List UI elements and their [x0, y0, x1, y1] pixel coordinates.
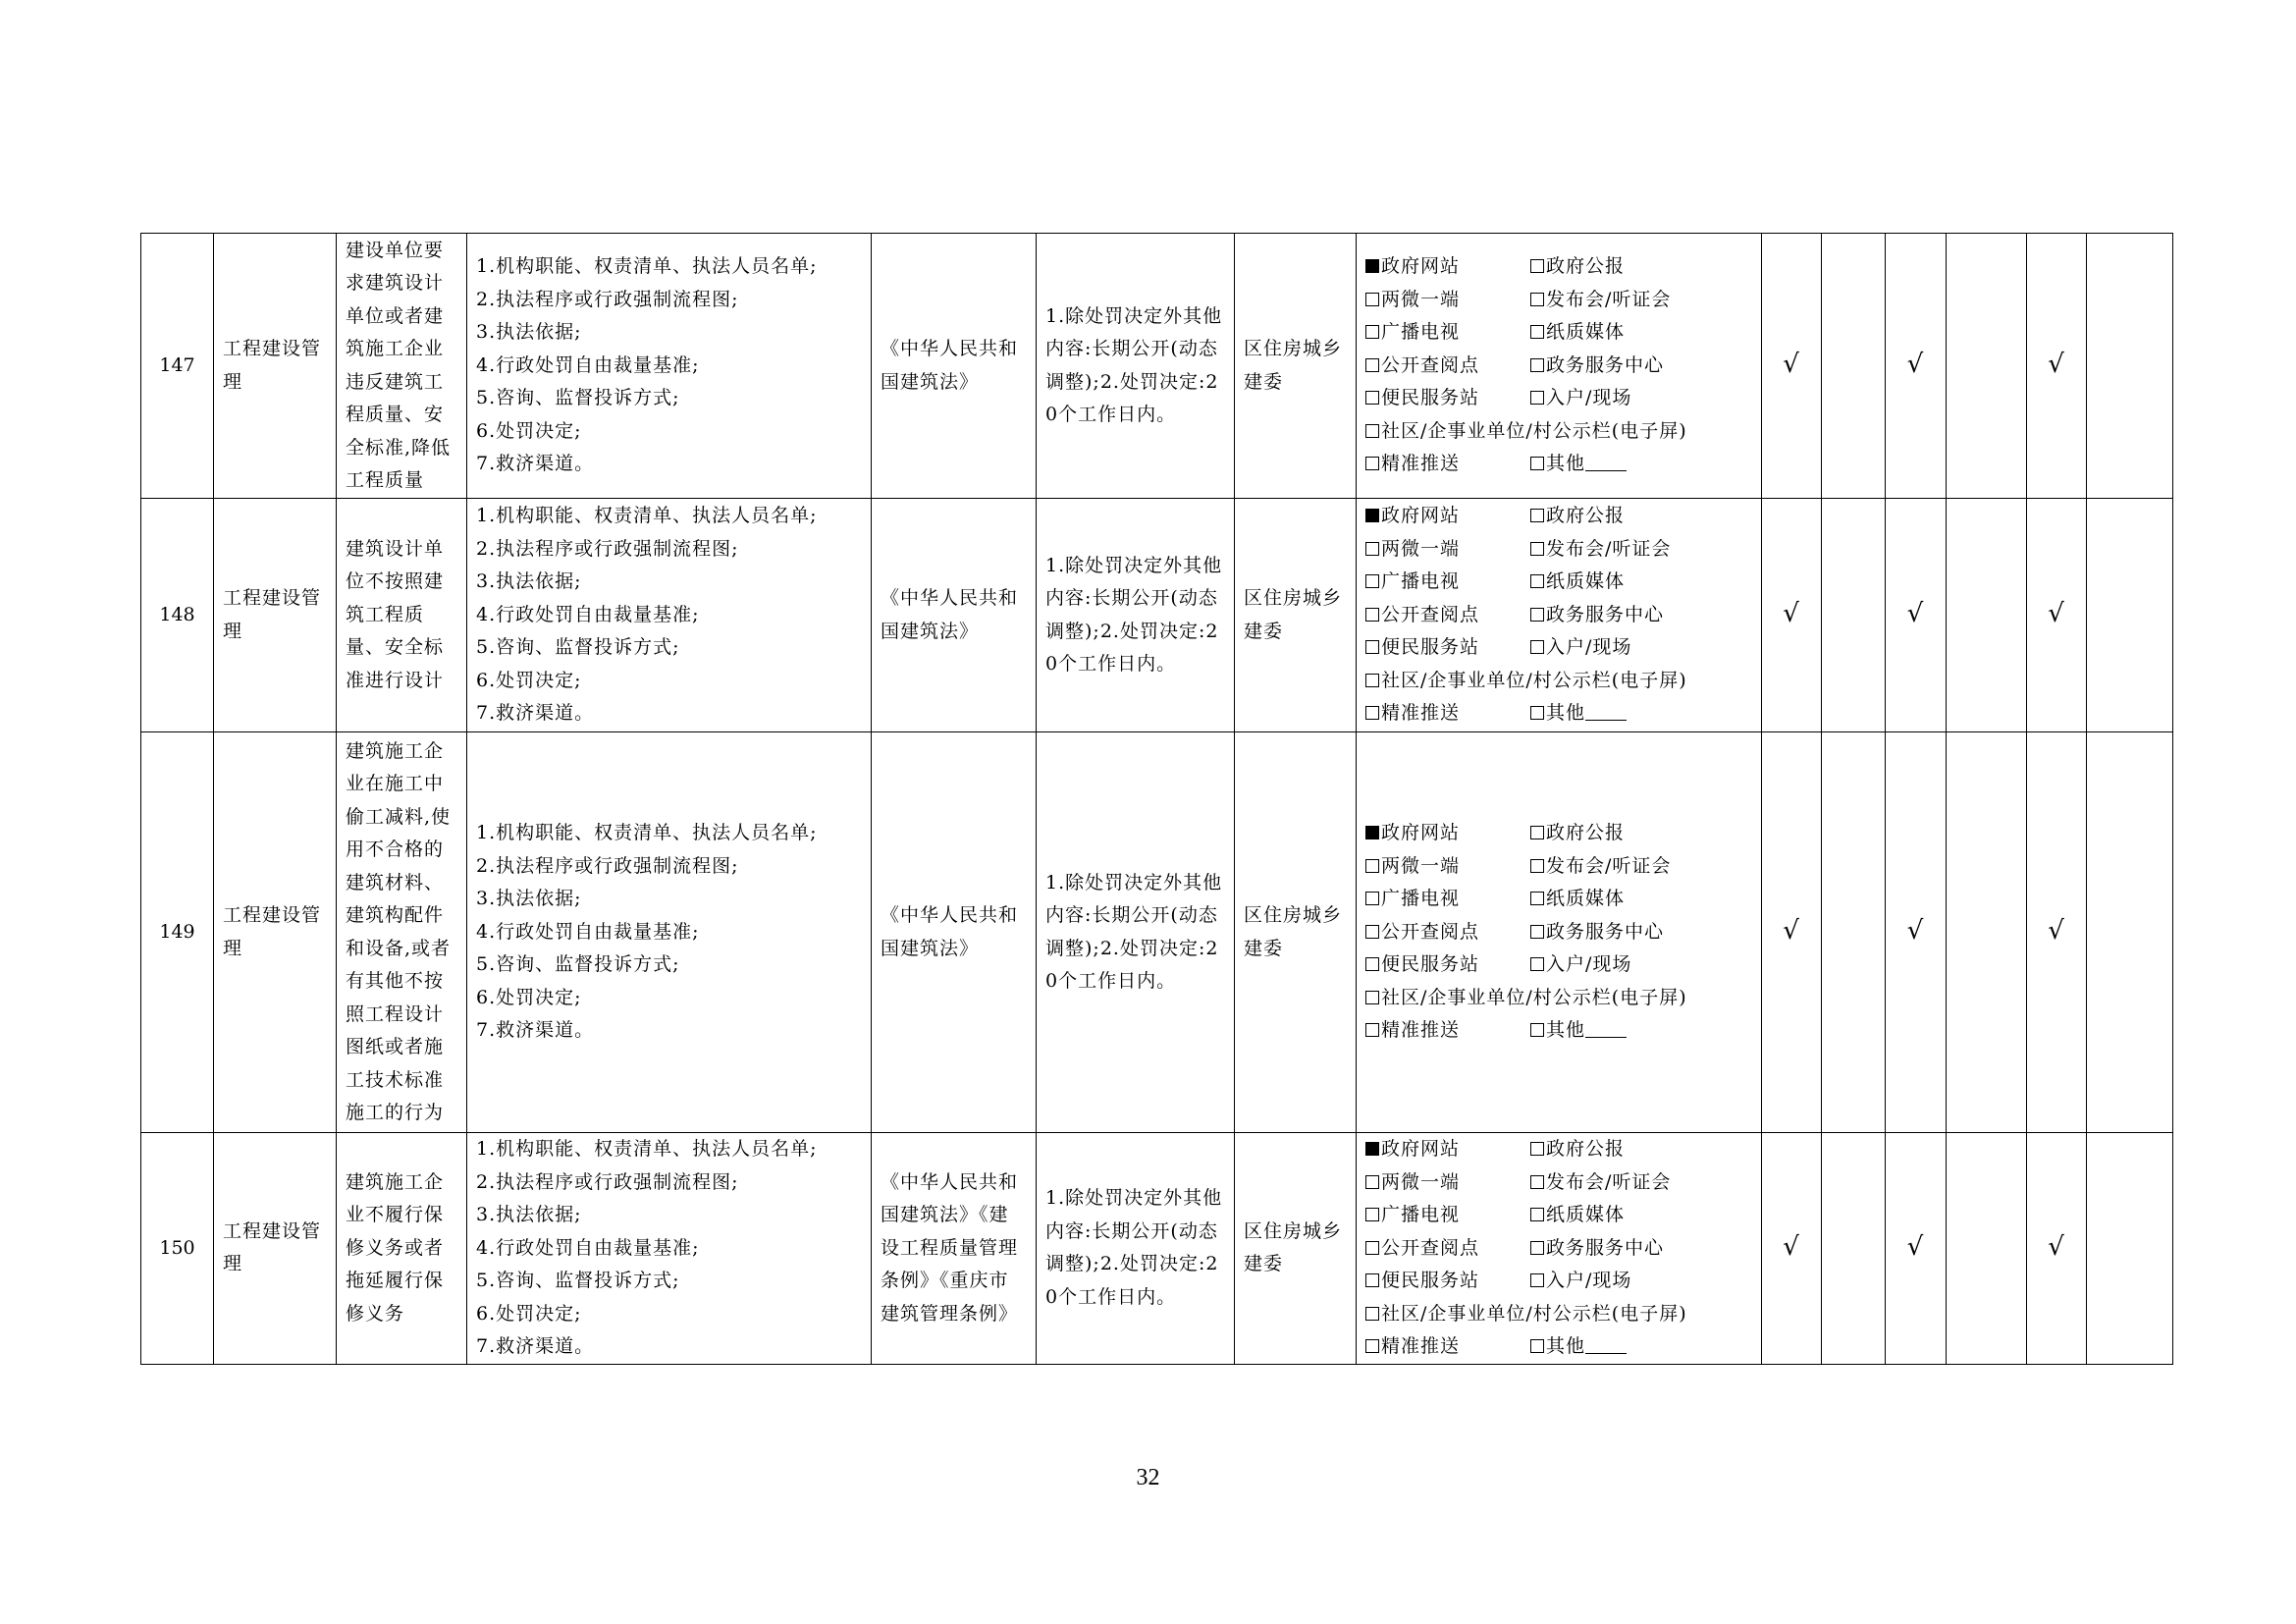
- channel-option: [1365, 250, 1530, 284]
- channel-label: 入户/现场: [1546, 1270, 1632, 1291]
- channel-label: 便民服务站: [1381, 636, 1480, 659]
- checkbox-icon: [1530, 957, 1544, 971]
- checkbox-icon: [1365, 391, 1379, 405]
- channel-grid: [1365, 817, 1752, 1048]
- checkbox-icon: [1530, 293, 1544, 306]
- channels-cell: [1357, 499, 1762, 732]
- channel-option: [1365, 1199, 1530, 1232]
- channel-label: 发布会/听证会: [1546, 1170, 1672, 1193]
- contents-cell: [467, 732, 872, 1133]
- channel-label: 入户/现场: [1546, 387, 1632, 409]
- channel-label: 便民服务站: [1381, 1270, 1480, 1291]
- blank-underline: [1585, 702, 1627, 721]
- channel-label: 社区/企事业单位/村公示栏(电子屏): [1381, 419, 1687, 442]
- content-line: 1.机构职能、权责清单、执法人员名单;: [476, 255, 818, 278]
- empty-cell: [2087, 499, 2173, 732]
- basis-cell: 《中华人民共和国建筑法》: [872, 732, 1037, 1133]
- checkbox-icon: [1365, 674, 1379, 687]
- checkbox-icon: [1530, 1208, 1544, 1221]
- channel-label: 发布会/听证会: [1546, 537, 1672, 560]
- checkmark-cell: [1886, 1133, 1947, 1365]
- checkbox-icon: [1530, 1142, 1544, 1156]
- checkmark-icon: √: [1783, 915, 1800, 946]
- content-line: 6.处罚决定;: [476, 419, 582, 442]
- channel-label: 便民服务站: [1381, 387, 1480, 409]
- channel-option: [1530, 1166, 1707, 1200]
- channel-option: [1365, 448, 1530, 481]
- empty-cell: [1947, 499, 2027, 732]
- checkmark-icon: √: [1906, 915, 1925, 946]
- sequence-cell: 150: [141, 1133, 214, 1365]
- checkbox-icon: [1530, 859, 1544, 873]
- checkbox-icon: [1530, 259, 1544, 273]
- checkbox-icon: [1530, 706, 1544, 720]
- checkbox-icon: [1530, 509, 1544, 522]
- checkbox-icon: [1365, 542, 1379, 556]
- sequence-cell: 147: [141, 234, 214, 499]
- empty-cell: [1947, 234, 2027, 499]
- channel-label: 其他: [1546, 1019, 1586, 1042]
- category-cell: 工程建设管理: [214, 1133, 337, 1365]
- blank-underline: [1585, 1335, 1627, 1354]
- category-cell: 工程建设管理: [214, 732, 337, 1133]
- channel-label: 两微一端: [1381, 288, 1461, 310]
- content-line: 3.执法依据;: [476, 570, 582, 593]
- contents-cell: [467, 1133, 872, 1365]
- channel-label: 政府公报: [1546, 822, 1626, 844]
- page-number: 32: [1136, 1465, 1160, 1490]
- channel-option: [1530, 850, 1707, 884]
- checkmark-icon: √: [2048, 1231, 2065, 1262]
- checkbox-icon: [1365, 574, 1379, 588]
- channel-option: [1530, 1330, 1707, 1364]
- checkmark-icon: √: [1906, 1231, 1925, 1262]
- content-line: 7.救济渠道。: [476, 702, 595, 725]
- content-line: 4.行政处罚自由裁量基准;: [476, 920, 700, 943]
- channel-option: [1365, 316, 1530, 350]
- content-line: 6.处罚决定;: [476, 986, 582, 1008]
- checkmark-cell: [1886, 234, 1947, 499]
- checkmark-cell: [1886, 499, 1947, 732]
- empty-cell: [1822, 732, 1886, 1133]
- channel-label: 政府公报: [1546, 505, 1626, 527]
- checkmark-cell: [2027, 499, 2087, 732]
- channel-label: 政府网站: [1381, 1138, 1461, 1160]
- content-line: 7.救济渠道。: [476, 1335, 595, 1357]
- channel-label: 政务服务中心: [1546, 920, 1665, 943]
- content-line: 3.执法依据;: [476, 888, 582, 910]
- channel-option: [1530, 599, 1707, 632]
- checkbox-icon: [1530, 457, 1544, 470]
- channel-label: 精准推送: [1381, 1019, 1461, 1042]
- channel-label: 入户/现场: [1546, 953, 1632, 976]
- empty-cell: [2087, 732, 2173, 1133]
- channel-option: [1365, 1265, 1530, 1298]
- basis-cell: 《中华人民共和国建筑法》: [872, 499, 1037, 732]
- channel-label: 其他: [1546, 1335, 1586, 1357]
- channel-option: [1365, 883, 1530, 916]
- checkmark-icon: √: [2048, 349, 2065, 379]
- checkbox-icon: [1530, 892, 1544, 905]
- checkbox-icon: [1530, 1339, 1544, 1353]
- checked-box-icon: [1365, 1142, 1379, 1156]
- checkbox-icon: [1365, 640, 1379, 654]
- checkbox-icon: [1365, 925, 1379, 939]
- channel-option: [1365, 948, 1530, 982]
- channel-label: 纸质媒体: [1546, 570, 1626, 593]
- subject-cell: 区住房城乡建委: [1235, 499, 1357, 732]
- checkbox-icon: [1365, 1339, 1379, 1353]
- content-line: 1.机构职能、权责清单、执法人员名单;: [476, 505, 818, 527]
- checkbox-icon: [1365, 1023, 1379, 1037]
- checkbox-icon: [1365, 1307, 1379, 1321]
- checkbox-icon: [1365, 608, 1379, 622]
- checkmark-icon: √: [1783, 1231, 1800, 1262]
- checkbox-icon: [1530, 391, 1544, 405]
- channel-label: 社区/企事业单位/村公示栏(电子屏): [1381, 1302, 1687, 1325]
- channel-option: [1530, 566, 1707, 599]
- channel-option: [1365, 1232, 1530, 1266]
- checkmark-cell: [2027, 732, 2087, 1133]
- channel-label: 发布会/听证会: [1546, 854, 1672, 877]
- channel-option: [1365, 665, 1707, 698]
- channel-option: [1530, 350, 1707, 383]
- channel-option: [1530, 250, 1707, 284]
- channels-cell: [1357, 732, 1762, 1133]
- channel-label: 公开查阅点: [1381, 603, 1480, 625]
- channel-option: [1530, 916, 1707, 949]
- channel-label: 公开查阅点: [1381, 1236, 1480, 1259]
- checkmark-cell: [1886, 732, 1947, 1133]
- empty-cell: [2087, 1133, 2173, 1365]
- channel-option: [1530, 1014, 1707, 1048]
- channel-option: [1530, 1133, 1707, 1166]
- channels-cell: [1357, 1133, 1762, 1365]
- checkbox-icon: [1365, 706, 1379, 720]
- channel-label: 政务服务中心: [1546, 603, 1665, 625]
- channel-option: [1365, 1330, 1530, 1364]
- channel-option: [1530, 382, 1707, 415]
- checkbox-icon: [1365, 859, 1379, 873]
- channel-label: 广播电视: [1381, 570, 1461, 593]
- contents-cell: [467, 499, 872, 732]
- channel-label: 其他: [1546, 702, 1586, 725]
- channel-option: [1365, 284, 1530, 317]
- channel-option: [1365, 982, 1707, 1015]
- checkbox-icon: [1365, 293, 1379, 306]
- channel-label: 便民服务站: [1381, 953, 1480, 976]
- table-row: [141, 1133, 2173, 1365]
- checkbox-icon: [1365, 457, 1379, 470]
- channel-label: 两微一端: [1381, 1170, 1461, 1193]
- channel-option: [1530, 500, 1707, 533]
- channel-label: 广播电视: [1381, 321, 1461, 344]
- channel-option: [1530, 1232, 1707, 1266]
- subject-cell: 区住房城乡建委: [1235, 1133, 1357, 1365]
- channel-label: 精准推送: [1381, 453, 1461, 475]
- empty-cell: [1947, 1133, 2027, 1365]
- channel-label: 纸质媒体: [1546, 321, 1626, 344]
- period-cell: 1.除处罚决定外其他内容:长期公开(动态调整);2.处罚决定:20个工作日内。: [1037, 1133, 1235, 1365]
- content-line: 3.执法依据;: [476, 321, 582, 344]
- channel-label: 广播电视: [1381, 1204, 1461, 1225]
- content-line: 5.咨询、监督投诉方式;: [476, 953, 680, 976]
- blank-underline: [1585, 453, 1627, 471]
- empty-cell: [1822, 234, 1886, 499]
- disclosure-table: [140, 233, 2173, 1365]
- basis-cell: 《中华人民共和国建筑法》: [872, 234, 1037, 499]
- checkbox-icon: [1530, 1023, 1544, 1037]
- channel-option: [1365, 1014, 1530, 1048]
- content-line: 4.行政处罚自由裁量基准;: [476, 353, 700, 376]
- content-line: 4.行政处罚自由裁量基准;: [476, 1236, 700, 1259]
- channel-option: [1365, 350, 1530, 383]
- sequence-cell: 149: [141, 732, 214, 1133]
- channel-label: 政务服务中心: [1546, 1236, 1665, 1259]
- channel-option: [1530, 948, 1707, 982]
- channel-option: [1530, 631, 1707, 665]
- channel-label: 社区/企事业单位/村公示栏(电子屏): [1381, 669, 1687, 691]
- checkbox-icon: [1365, 1175, 1379, 1189]
- channel-grid: [1365, 500, 1752, 731]
- checkbox-icon: [1530, 358, 1544, 372]
- checkmark-icon: √: [1783, 598, 1800, 628]
- checkmark-cell: [1762, 1133, 1822, 1365]
- checkbox-icon: [1530, 574, 1544, 588]
- channel-grid: [1365, 1133, 1752, 1364]
- checkmark-cell: [1762, 732, 1822, 1133]
- content-line: 5.咨询、监督投诉方式;: [476, 1270, 680, 1291]
- content-line: 4.行政处罚自由裁量基准;: [476, 603, 700, 625]
- channel-option: [1365, 500, 1530, 533]
- channel-option: [1365, 850, 1530, 884]
- content-line: 6.处罚决定;: [476, 669, 582, 691]
- checkmark-cell: [1762, 499, 1822, 732]
- checkbox-icon: [1530, 325, 1544, 339]
- channel-option: [1530, 284, 1707, 317]
- basis-cell: 《中华人民共和国建筑法》《建设工程质量管理条例》《重庆市建筑管理条例》: [872, 1133, 1037, 1365]
- category-cell: 工程建设管理: [214, 234, 337, 499]
- channel-label: 纸质媒体: [1546, 888, 1626, 910]
- checkbox-icon: [1530, 640, 1544, 654]
- checkmark-icon: √: [2048, 598, 2065, 628]
- channel-label: 其他: [1546, 453, 1586, 475]
- checkmark-cell: [1762, 234, 1822, 499]
- empty-cell: [1822, 1133, 1886, 1365]
- channel-label: 社区/企事业单位/村公示栏(电子屏): [1381, 986, 1687, 1008]
- checkmark-cell: [2027, 234, 2087, 499]
- checkmark-icon: √: [1906, 349, 1925, 379]
- content-line: 3.执法依据;: [476, 1204, 582, 1225]
- checkbox-icon: [1530, 1273, 1544, 1287]
- checkbox-icon: [1365, 358, 1379, 372]
- channel-label: 广播电视: [1381, 888, 1461, 910]
- checkbox-icon: [1365, 424, 1379, 438]
- channel-label: 精准推送: [1381, 1335, 1461, 1357]
- content-line: 5.咨询、监督投诉方式;: [476, 387, 680, 409]
- channel-option: [1365, 415, 1707, 449]
- channel-option: [1365, 697, 1530, 731]
- channel-option: [1365, 382, 1530, 415]
- channel-option: [1365, 1166, 1530, 1200]
- channel-grid: [1365, 250, 1752, 481]
- channel-label: 政府网站: [1381, 822, 1461, 844]
- checked-box-icon: [1365, 826, 1379, 839]
- channel-label: 政府公报: [1546, 255, 1626, 278]
- channels-cell: [1357, 234, 1762, 499]
- content-line: 6.处罚决定;: [476, 1302, 582, 1325]
- sequence-cell: 148: [141, 499, 214, 732]
- channel-option: [1365, 1298, 1707, 1331]
- content-line: 2.执法程序或行政强制流程图;: [476, 854, 739, 877]
- channel-label: 精准推送: [1381, 702, 1461, 725]
- checkmark-icon: √: [1783, 349, 1800, 379]
- channel-label: 政务服务中心: [1546, 353, 1665, 376]
- content-line: 1.机构职能、权责清单、执法人员名单;: [476, 1138, 818, 1160]
- channel-option: [1530, 883, 1707, 916]
- subject-cell: 区住房城乡建委: [1235, 732, 1357, 1133]
- item-cell: 建筑施工企业不履行保修义务或者拖延履行保修义务: [337, 1133, 467, 1365]
- table-row: [141, 732, 2173, 1133]
- checkbox-icon: [1365, 991, 1379, 1004]
- period-cell: 1.除处罚决定外其他内容:长期公开(动态调整);2.处罚决定:20个工作日内。: [1037, 234, 1235, 499]
- channel-label: 发布会/听证会: [1546, 288, 1672, 310]
- channel-option: [1365, 631, 1530, 665]
- checkbox-icon: [1530, 608, 1544, 622]
- checkbox-icon: [1365, 892, 1379, 905]
- channel-option: [1530, 448, 1707, 481]
- subject-cell: 区住房城乡建委: [1235, 234, 1357, 499]
- checkbox-icon: [1530, 826, 1544, 839]
- checkbox-icon: [1530, 925, 1544, 939]
- channel-option: [1365, 533, 1530, 567]
- checkmark-icon: √: [2048, 915, 2065, 946]
- item-cell: 建筑设计单位不按照建筑工程质量、安全标准进行设计: [337, 499, 467, 732]
- channel-label: 政府网站: [1381, 255, 1461, 278]
- channel-option: [1530, 817, 1707, 850]
- checkbox-icon: [1365, 1273, 1379, 1287]
- empty-cell: [1947, 732, 2027, 1133]
- blank-underline: [1585, 1019, 1627, 1038]
- channel-option: [1530, 316, 1707, 350]
- period-cell: 1.除处罚决定外其他内容:长期公开(动态调整);2.处罚决定:20个工作日内。: [1037, 499, 1235, 732]
- channel-label: 政府公报: [1546, 1138, 1626, 1160]
- checkbox-icon: [1365, 1208, 1379, 1221]
- empty-cell: [2087, 234, 2173, 499]
- channel-option: [1365, 566, 1530, 599]
- checkbox-icon: [1365, 1241, 1379, 1255]
- checkbox-icon: [1365, 325, 1379, 339]
- checkmark-cell: [2027, 1133, 2087, 1365]
- channel-label: 纸质媒体: [1546, 1204, 1626, 1225]
- content-line: 1.机构职能、权责清单、执法人员名单;: [476, 822, 818, 844]
- channel-label: 两微一端: [1381, 854, 1461, 877]
- channel-option: [1365, 1133, 1530, 1166]
- channel-option: [1365, 916, 1530, 949]
- content-line: 2.执法程序或行政强制流程图;: [476, 288, 739, 310]
- checkmark-icon: √: [1906, 598, 1925, 628]
- contents-cell: [467, 234, 872, 499]
- channel-option: [1530, 697, 1707, 731]
- channel-option: [1530, 1265, 1707, 1298]
- period-cell: 1.除处罚决定外其他内容:长期公开(动态调整);2.处罚决定:20个工作日内。: [1037, 732, 1235, 1133]
- empty-cell: [1822, 499, 1886, 732]
- checkbox-icon: [1365, 957, 1379, 971]
- checkbox-icon: [1530, 1175, 1544, 1189]
- channel-label: 公开查阅点: [1381, 353, 1480, 376]
- table-row: [141, 499, 2173, 732]
- channel-option: [1530, 533, 1707, 567]
- item-cell: 建筑施工企业在施工中偷工减料,使用不合格的建筑材料、建筑构配件和设备,或者有其他不按照工程设计图纸或者施工技术标准施工的行为: [337, 732, 467, 1133]
- content-line: 2.执法程序或行政强制流程图;: [476, 537, 739, 560]
- content-line: 7.救济渠道。: [476, 453, 595, 475]
- channel-label: 入户/现场: [1546, 636, 1632, 659]
- channel-label: 两微一端: [1381, 537, 1461, 560]
- channel-option: [1365, 817, 1530, 850]
- channel-option: [1365, 599, 1530, 632]
- channel-label: 政府网站: [1381, 505, 1461, 527]
- checkbox-icon: [1530, 542, 1544, 556]
- checked-box-icon: [1365, 509, 1379, 522]
- checked-box-icon: [1365, 259, 1379, 273]
- checkbox-icon: [1530, 1241, 1544, 1255]
- content-line: 2.执法程序或行政强制流程图;: [476, 1170, 739, 1193]
- content-line: 7.救济渠道。: [476, 1019, 595, 1042]
- table-row: [141, 234, 2173, 499]
- item-cell: 建设单位要求建筑设计单位或者建筑施工企业违反建筑工程质量、安全标准,降低工程质量: [337, 234, 467, 499]
- content-line: 5.咨询、监督投诉方式;: [476, 636, 680, 659]
- channel-label: 公开查阅点: [1381, 920, 1480, 943]
- channel-option: [1530, 1199, 1707, 1232]
- category-cell: 工程建设管理: [214, 499, 337, 732]
